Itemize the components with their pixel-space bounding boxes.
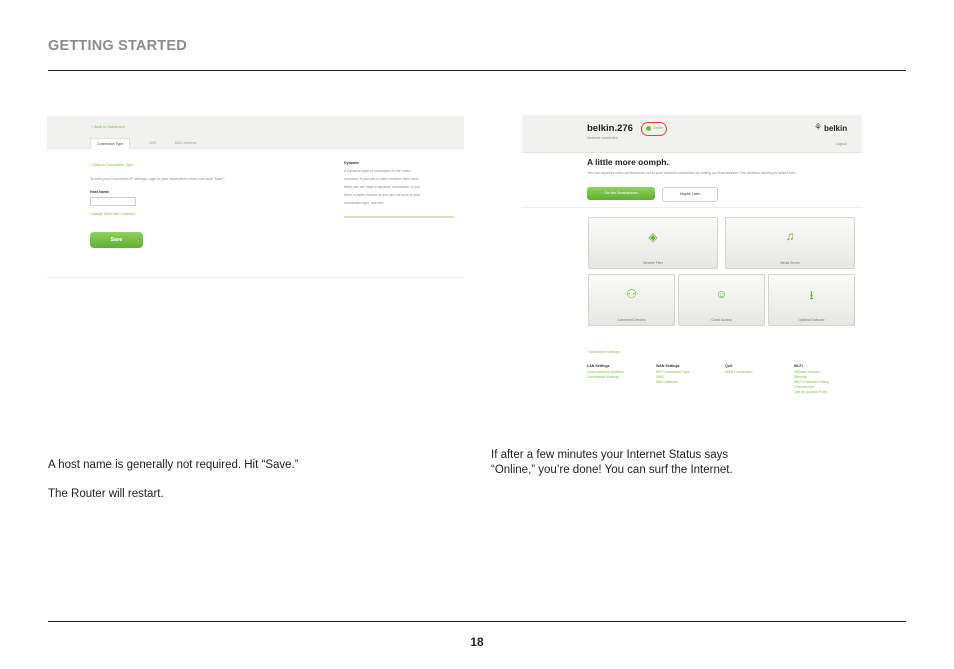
dashboard-header [522, 115, 862, 153]
save-button: Save [90, 232, 143, 248]
sidebar-line: have a cable modem or you are not sure of your [344, 193, 421, 197]
top-rule [48, 70, 906, 71]
change-mac-link: Change WAN MAC Address [90, 212, 135, 216]
group-icon: ⚇ [626, 287, 637, 301]
logout-link: Logout [836, 142, 847, 146]
page-number: 18 [470, 635, 484, 649]
settings-link: DNS [656, 375, 664, 379]
tile-guest-access [678, 274, 765, 326]
tile-connected-devices [588, 274, 675, 326]
sidebar-line: common. If you use a cable modem, then most [344, 177, 419, 181]
lan-settings-title: LAN Settings [587, 364, 610, 368]
settings-link: WAN Connection [725, 370, 753, 374]
settings-link: Wi-Fi Protected Setup [794, 380, 830, 384]
host-name-label: Host Name [90, 190, 109, 194]
belkin-logo-icon: ⚘ [814, 122, 823, 132]
tab-connection-type: Connection Type [90, 138, 130, 149]
tab-mac-address: MAC Address [175, 141, 197, 145]
network-label: Network connected [587, 136, 618, 140]
sidebar-line: likely you will have a dynamic connection. If you [344, 185, 421, 189]
section-title: GETTING STARTED [48, 38, 187, 54]
tile-label: Guest Access [711, 318, 732, 322]
online-status-text: Online [653, 126, 664, 130]
advanced-settings-title: + Advanced Settings [587, 350, 620, 354]
sidebar-line: A Dynamic type of connection is the most [344, 169, 410, 173]
promo-title: A little more oomph. [587, 157, 669, 167]
get-smartstream-label: Get the Smartstream [604, 191, 638, 195]
connection-settings-screenshot [47, 116, 464, 279]
sidebar-divider [344, 216, 454, 218]
tile-label: Website Filter [642, 261, 664, 265]
tile-media-server [725, 217, 855, 269]
back-to-type-link: < Back to Connection Type [90, 163, 133, 167]
instruction-text: The Router will restart. [48, 488, 164, 500]
settings-link: Local Network Address [587, 370, 624, 374]
shield-icon: ◈ [648, 230, 658, 244]
tab-dns: DNS [149, 141, 157, 145]
back-to-dashboard-link: < Back to Dashboard [91, 125, 125, 129]
bottom-rule [48, 621, 906, 622]
settings-description: To start your Connection IP settings, login to your Information below and click "Save". [90, 177, 226, 181]
download-icon: ⭳ [809, 288, 814, 302]
sidebar-line: connection type, use this. [344, 201, 385, 205]
settings-link: MAC Address [656, 380, 678, 384]
settings-link: Use as Access Point [794, 390, 827, 394]
wifi-title: Wi-Fi [794, 364, 803, 368]
settings-link: ISP Connection Type [656, 370, 690, 374]
dashboard-screenshot [522, 115, 862, 405]
promo-text: You can squeeze more performance out of your network connection by setting up Smartstream. The wireless banding is added free. [587, 171, 797, 175]
promo-divider [522, 207, 862, 208]
music-note-icon: ♫ [785, 229, 795, 243]
router-name: belkin.276 [587, 123, 633, 134]
settings-link: Channel Info [794, 385, 815, 389]
maybe-later-button [662, 187, 718, 202]
tile-website-filter [588, 217, 718, 269]
settings-link: Security [794, 375, 807, 379]
instruction-text: If after a few minutes your Internet Status says [491, 449, 729, 461]
user-icon: ☺ [715, 287, 728, 301]
brand-logo: belkin [824, 124, 848, 133]
tile-label: Optional Software [798, 318, 825, 322]
settings-link: Network Names [794, 370, 820, 374]
wan-settings-title: WAN Settings [656, 364, 680, 368]
maybe-later-label: Maybe Later [680, 192, 700, 196]
tile-label: Connected Devices [617, 318, 646, 322]
screenshot-bottom-line [47, 277, 464, 278]
host-name-input [90, 197, 136, 206]
online-status-icon [646, 126, 651, 131]
instruction-text: A host name is generally not required. Hit “Save.” [48, 459, 299, 471]
instruction-text: “Online,” you’re done! You can surf the Internet. [491, 464, 733, 476]
tile-optional-software [768, 274, 855, 326]
qos-title: QoS [725, 364, 733, 368]
settings-link: Connection Sharing [587, 375, 619, 379]
get-smartstream-button [587, 187, 655, 200]
tile-label: Media Server [780, 261, 800, 265]
sidebar-title: Dynamic [344, 161, 359, 165]
